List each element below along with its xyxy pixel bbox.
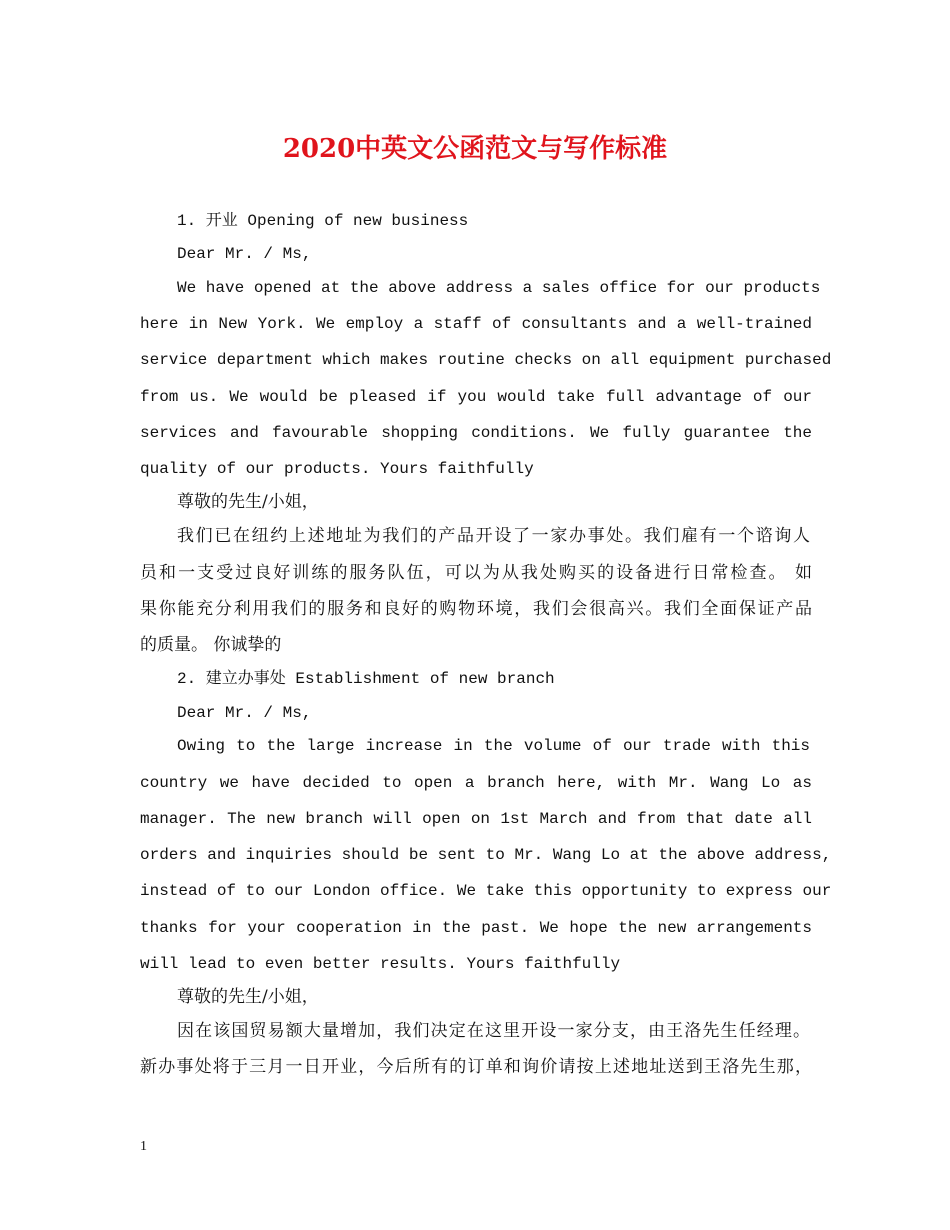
body-en-line: country we have decided to open a branch here, with Mr. Wang Lo as	[140, 774, 812, 792]
body-en-line: We have opened at the above address a sales office for our products	[177, 279, 821, 297]
body-cn-line: 因在该国贸易额大量增加，我们决定在这里开设一家分支，由王洛先生任经理。	[177, 1021, 810, 1041]
salutation-en: Dear Mr. / Ms,	[177, 245, 312, 263]
body-cn-line: 我们已在纽约上述地址为我们的产品开设了一家办事处。我们雇有一个谘询人	[177, 526, 810, 546]
body-en-line: here in New York. We employ a staff of consultants and a well-trained	[140, 315, 812, 333]
body-en-line: service department which makes routine checks on all equipment purchased	[140, 351, 832, 369]
body-en-line: quality of our products. Yours faithfully	[140, 460, 534, 478]
section-heading: 2. 建立办事处 Establishment of new branch	[177, 670, 555, 688]
body-cn-line: 果你能充分利用我们的服务和良好的购物环境，我们会很高兴。我们全面保证产品	[140, 599, 812, 619]
body-cn-line: 新办事处将于三月一日开业，今后所有的订单和询价请按上述地址送到王洛先生那，	[140, 1057, 812, 1077]
salutation-cn: 尊敬的先生/小姐，	[177, 492, 319, 512]
body-en-line: orders and inquiries should be sent to Mr. Wang Lo at the above address,	[140, 846, 832, 864]
body-cn-line: 的质量。 你诚挚的	[140, 635, 282, 655]
body-cn-line: 员和一支受过良好训练的服务队伍，可以为从我处购买的设备进行日常检查。 如	[140, 563, 812, 583]
body-en-line: services and favourable shopping conditions. We fully guarantee the	[140, 424, 812, 442]
section-heading: 1. 开业 Opening of new business	[177, 212, 469, 230]
document-title: 2020中英文公函范文与写作标准	[282, 134, 668, 164]
body-en-line: thanks for your cooperation in the past. We hope the new arrangements	[140, 919, 812, 937]
page-number: 1	[140, 1139, 147, 1154]
salutation-cn: 尊敬的先生/小姐，	[177, 987, 319, 1007]
body-en-line: instead of to our London office. We take this opportunity to express our	[140, 882, 832, 900]
body-en-line: manager. The new branch will open on 1st March and from that date all	[140, 810, 812, 828]
salutation-en: Dear Mr. / Ms,	[177, 704, 312, 722]
body-en-line: from us. We would be pleased if you would take full advantage of our	[140, 388, 812, 406]
body-en-line: Owing to the large increase in the volume of our trade with this	[177, 737, 810, 755]
body-en-line: will lead to even better results. Yours faithfully	[140, 955, 621, 973]
